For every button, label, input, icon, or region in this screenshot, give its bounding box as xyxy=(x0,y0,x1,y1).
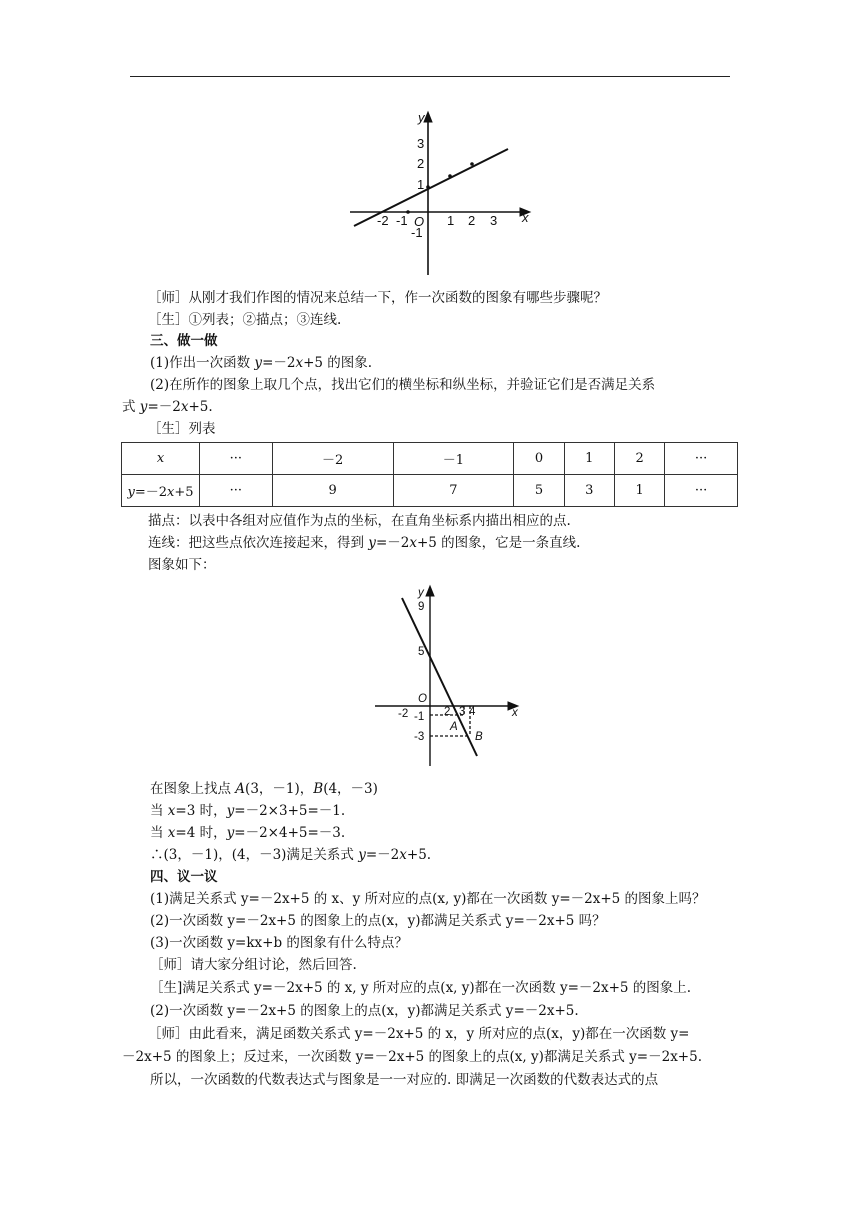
discussion-item: (1)满足关系式 y=－2x+5 的 x、y 所对应的点(x, y)都在一次函数 y=－2x+5 的图象上吗？ xyxy=(150,891,706,907)
y-tick-label: 3 xyxy=(417,136,425,151)
table-cell: ··· xyxy=(200,443,273,475)
paragraph: 所以，一次函数的代数表达式与图象是一一对应的. 即满足一次函数的代数表达式的点 xyxy=(150,1072,659,1088)
axis-label-y: y xyxy=(418,587,424,599)
y-tick-label: 5 xyxy=(418,646,425,658)
y-tick-label: 1 xyxy=(417,177,425,192)
paragraph: 在图象上找点 A(3，－1)，B(4，－3) xyxy=(150,781,378,797)
x-tick-label: 3 xyxy=(490,213,498,228)
table-cell: －1 xyxy=(393,443,514,475)
discussion-item: (3)一次函数 y=kx+b 的图象有什么特点？ xyxy=(150,935,408,951)
y-axis-arrow xyxy=(426,586,434,596)
origin-label: O xyxy=(414,214,425,229)
x-tick-label: 2 xyxy=(444,706,451,718)
table-cell: 2 xyxy=(614,443,664,475)
paragraph: －2x+5 的图象上；反过来，一次函数 y=－2x+5 的图象上的点(x, y)都满足关系式 y=－2x+5. xyxy=(122,1049,702,1065)
point-label-a: A xyxy=(450,721,458,733)
paragraph: (2)一次函数 y=－2x+5 的图象上的点(x，y)都满足关系式 y=－2x+5. xyxy=(150,1003,579,1019)
x-tick-label: 1 xyxy=(447,213,455,228)
paragraph: ［生]满足关系式 y=－2x+5 的 x, y 所对应的点(x, y)都在一次函数 y=－2x+5 的图象上. xyxy=(150,980,692,996)
paragraph: ［师］请大家分组讨论，然后回答. xyxy=(150,957,357,973)
x-tick-label: -2 xyxy=(398,708,409,720)
graph-linear-function-2 xyxy=(0,580,860,780)
table-head-y: y=－2x+5 xyxy=(122,475,200,507)
axis-label-y: y xyxy=(418,110,425,125)
table-cell: ··· xyxy=(665,443,738,475)
question-2-cont: 式 y=－2x+5. xyxy=(122,399,213,415)
table-cell: 9 xyxy=(272,475,393,507)
y-tick-label: -3 xyxy=(414,731,425,743)
y-tick-label: -1 xyxy=(411,225,423,240)
graph-linear-function-1 xyxy=(0,0,860,290)
paragraph: 图象如下： xyxy=(148,557,216,573)
value-table xyxy=(121,442,738,507)
paragraph: ∴(3，－1)，(4，－3)满足关系式 y=－2x+5. xyxy=(150,847,432,863)
x-tick-label: 2 xyxy=(468,213,476,228)
y-tick-label: -1 xyxy=(414,711,425,723)
question-1: (1)作出一次函数 y=－2x+5 的图象. xyxy=(150,355,373,371)
table-row xyxy=(122,443,738,475)
paragraph: ［生］①列表；②描点；③连线. xyxy=(148,312,342,328)
x-tick-label: 3 xyxy=(459,706,466,718)
table-head-x: x xyxy=(122,443,200,475)
paragraph: 当 x=3 时，y=－2×3+5=－1. xyxy=(150,803,346,819)
axis-label-x: x xyxy=(522,210,529,225)
paragraph: 描点：以表中各组对应值作为点的坐标，在直角坐标系内描出相应的点. xyxy=(148,513,571,529)
x-tick-label: -1 xyxy=(396,213,408,228)
section-heading: 四、议一议 xyxy=(150,869,218,885)
table-label: ［生］列表 xyxy=(148,421,216,437)
paragraph: 当 x=4 时，y=－2×4+5=－3. xyxy=(150,825,346,841)
plotted-point xyxy=(470,162,474,166)
axis-label-x: x xyxy=(512,707,518,719)
table-cell: 0 xyxy=(514,443,564,475)
origin-label: O xyxy=(418,693,427,705)
table-row xyxy=(122,475,738,507)
y-axis-arrow xyxy=(424,112,432,122)
x-tick-label: -2 xyxy=(377,213,389,228)
table-cell: ··· xyxy=(200,475,273,507)
paragraph: ［师］由此看来，满足函数关系式 y=－2x+5 的 x，y 所对应的点(x，y)都在一次函数 y= xyxy=(148,1026,690,1042)
y-tick-label: 9 xyxy=(418,601,425,613)
table-cell: 1 xyxy=(614,475,664,507)
table-cell: 1 xyxy=(564,443,614,475)
plotted-point xyxy=(426,185,430,189)
table-cell: －2 xyxy=(272,443,393,475)
x-tick-label: 4 xyxy=(469,706,476,718)
section-heading: 三、做一做 xyxy=(150,333,218,349)
paragraph: 连线：把这些点依次连接起来，得到 y=－2x+5 的图象，它是一条直线. xyxy=(148,535,581,551)
discussion-item: (2)一次函数 y=－2x+5 的图象上的点(x，y)都满足关系式 y=－2x+5 吗？ xyxy=(150,913,606,929)
paragraph: ［师］从刚才我们作图的情况来总结一下，作一次函数的图象有哪些步骤呢？ xyxy=(148,290,607,306)
y-tick-label: 2 xyxy=(417,156,425,171)
table-cell: 5 xyxy=(514,475,564,507)
table-cell: 7 xyxy=(393,475,514,507)
table-cell: 3 xyxy=(564,475,614,507)
table-cell: ··· xyxy=(665,475,738,507)
plotted-point xyxy=(448,174,452,178)
question-2: (2)在所作的图象上取几个点，找出它们的横坐标和纵坐标，并验证它们是否满足关系 xyxy=(150,377,656,393)
point-label-b: B xyxy=(475,731,483,743)
